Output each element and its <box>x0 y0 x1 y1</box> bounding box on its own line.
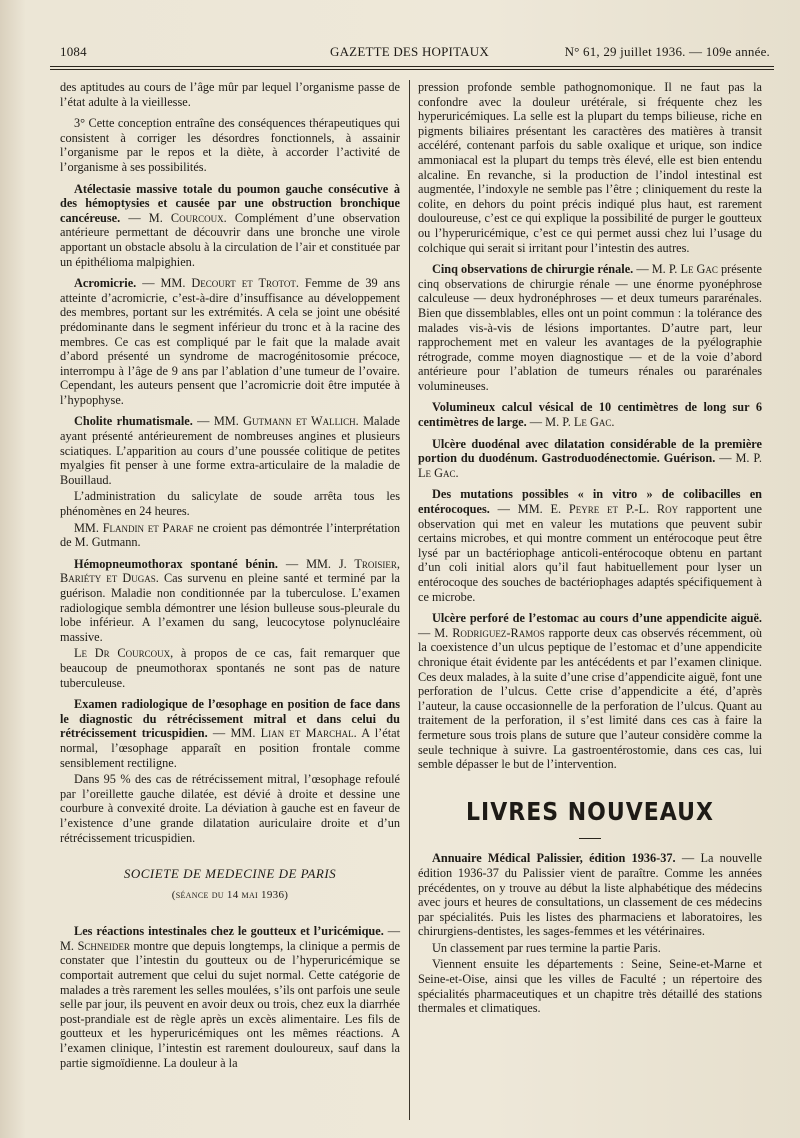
article-cholite: Cholite rhumatismale. — MM. Gutmann et Wallich. Malade ayant présenté antérieurement de nombreuses angines et plusieurs sciatiques. L’apparition au cours d’une poussée colitique de petites myalgies fit penser à une forme extra-articulaire de la maladie de Bouillaud. <box>60 414 400 487</box>
article-text: à propos de ce cas, fait remarquer que beaucoup de pneumothorax spontanés ne sont pas de nature tuberculeuse. <box>60 646 400 690</box>
article-authors: MM. Gutmann et Wallich. <box>213 414 359 429</box>
article-title: Acromicrie. <box>74 276 137 291</box>
article-authors: Le Dr Courcoux, <box>74 646 174 661</box>
article-title: Cholite rhumatismale. <box>74 414 193 429</box>
article-authors: M. Rodriguez-Ramos <box>434 625 545 640</box>
right-column <box>418 80 762 1023</box>
article-ulcere-duodenal: Ulcère duodénal avec dilatation considérable de la première portion du duodénum. Gastroduodénectomie. Guérison. — M. P. Le Gac. <box>418 436 762 480</box>
paragraph: 3° Cette conception entraîne des conséquences thérapeutiques qui consistent à corriger les désordres fonctionnels, à assainir l’organisme par le repos et la diète, à accorder l’activité de l’organisme à ses possibilités. <box>60 116 400 174</box>
article-text: Malade ayant présenté antérieurement de nombreuses angines et plusieurs sciatiques. L’apparition au cours d’une poussée colitique de petites myalgies fit penser à une forme extra-articulaire de la maladie de Bouillaud. <box>60 414 400 487</box>
article-authors: MM. J. Troisier, Bariéty et Dugas. <box>60 556 400 586</box>
paragraph: L’administration du salicylate de soude arrêta tous les phénomènes en 24 heures. <box>60 489 400 519</box>
article-authors: M. P. Le Gac. <box>418 451 762 480</box>
article-text: rapportent une observation qui met en valeur les mutations que peuvent subir certains microbes, et qui montre comment un entérocoque peut être lysé par un bactériophage anticoli-entérocoque obtenu en partant d’un coli initial alors qu’il faut habituellement pour lyser un entérocoque des souches de bactériophages adaptés spécifiquement à ce microbe. <box>418 502 762 604</box>
article-authors: M. P. Le Gac. <box>545 415 615 430</box>
article-atelectasie: Atélectasie massive totale du poumon gauche consécutive à des hémoptysies et causée par une obstruction bronchique cancéreuse. — M. Courcoux. Complément d’une observation antérieure permettant de découvrir dans une bronche une virole apportant un obstacle absolu à la circulation de l’air et constituée par un épithélioma malpighien. <box>60 181 400 269</box>
paragraph: Dans 95 % des cas de rétrécissement mitral, l’œsophage refoulé par l’oreillette gauche dilatée, est dévié à droite et dessine une courbure à convexité droite. La déviation à gauche est en faveur de l’existence d’une grande dilatation auriculaire droite et d’un rétrécissement tricuspidien. <box>60 772 400 845</box>
article-title: Des mutations possibles « in vitro » de colibacilles en entérocoques. <box>418 487 762 517</box>
journal-title: GAZETTE DES HOPITAUX <box>330 44 489 59</box>
society-heading: SOCIETE DE MEDECINE DE PARIS <box>123 866 337 882</box>
article-authors: M. Schneider <box>60 938 130 953</box>
article-authors: M. P. Le Gac <box>651 262 718 277</box>
article-hemopneumothorax: Hémopneumothorax spontané bénin. — MM. J. Troisier, Bariéty et Dugas. Cas survenu en pleine santé et terminé par la guérison. Maladie non conditionnée par la tuberculose. L’examen radiologique sembla démontrer une lésion bulleuse sous-pleurale du lobe inférieur. A l’examen du sang, leucocytose polynucléaire massive. <box>60 556 400 644</box>
issue-info: N° 61, 29 juillet 1936. — 109e année. <box>564 44 770 59</box>
paragraph <box>60 646 400 690</box>
article-title: Cinq observations de chirurgie rénale. <box>432 262 634 277</box>
paragraph: pression profonde semble pathognomonique. Il ne faut pas la confondre avec la douleur urétérale, si fréquente chez les hyperuricémiques. La selle est la plupart du temps bilieuse, riche en pigments biliaires présentant les caractères des matières à transit accéléré, contenant parfois du sable oxalique et urique, son indice ammoniacal est la plupart du temps très élevé, elle est bien entendu alcaline. En revanche, si la production de l’indol intestinal est augmentée, l’indoxyle ne semble pas l’être ; cliniquement du reste la colite, en dehors du point précis indiqué plus haut, est rarement douloureuse, c’est ce qui explique la possibilité de purger le goutteux ou l’hyperuricémique, c’est ce qui permet aussi chez lui l’usage du colchique qui serait si irritant pour l’intestin des autres. <box>418 80 762 255</box>
heading-rule <box>579 838 601 839</box>
article-title: Examen radiologique de l’œsophage en position de face dans le diagnostic du rétrécissement mitral et dans celui du rétrécissement tricuspidien. <box>60 697 400 741</box>
book-title: Annuaire Médical Palissier, édition 1936-37. <box>432 851 676 866</box>
article-title: Ulcère perforé de l’estomac au cours d’une appendicite aiguë. <box>432 611 762 626</box>
session-date: (séance du 14 mai 1936) <box>171 888 289 901</box>
article-ulcere-perfore: Ulcère perforé de l’estomac au cours d’une appendicite aiguë. — M. Rodriguez-Ramos rapporte deux cas observés récemment, où la coexistence d’un ulcus peptique de l’estomac et d’une appendicite chronique était évidente par les antécédents et par l’examen clinique. Ces deux malades, à la suite d’une crise d’appendicite aiguë, font une perforation de l’ulcus. Cette crise d’appendicite a été, d’après l’auteur, la cause occasionnelle de la perforation de l’ulcus. Quant au traitement de la perforation, il s’est limité dans ces cas à faire la fermeture sous trois plans de suture que l’auteur considère comme la seule technique à suivre. La gastroentérostomie, dans ces cas, lui semble dépasser le but de l’intervention. <box>418 611 763 772</box>
article-text: Femme de 39 ans atteinte d’acromicrie, c’est-à-dire d’insuffisance au développement des membres, portant sur les extrémités. A cela se joint une obésité prédominante dans le segment inférieur du tronc et à la racine des membres. Ce cas est compliqué par le fait que la malade avait d’abord présenté un syndrome de macrogénitosomie précoce, interrompu à l’âge de 9 ans par l’ablation d’une tumeur de l’ovaire. Cependant, les auteurs pensent que l’acromicrie doit être imputée à l’hypophyse. <box>60 276 400 407</box>
article-acromicrie: Acromicrie. — MM. Decourt et Trotot. Femme de 39 ans atteinte d’acromicrie, c’est-à-dire d’insuffisance au développement des membres, portant sur les extrémités. A cela se joint une obésité prédominante dans le segment inférieur du tronc et à la racine des membres. Ce cas est compliqué par le fait que la malade avait d’abord présenté un syndrome de macrogénitosomie précoce, interrompu à l’âge de 9 ans par l’ablation d’une tumeur de l’ovaire. Cependant, les auteurs pensent que l’acromicrie doit être imputée à l’hypophyse. <box>60 276 400 407</box>
article-text: présente cinq observations de chirurgie rénale — une énorme pyonéphrose calculeuse — deux hydronéphroses — et deux tumeurs pararénales. Bien que dissemblables, elles ont un point commun : la tolérance des malades vis-à-vis de lésions importantes. D’autre part, leur rapprochement met en valeur les avantages de la pyélographie rétrograde, comme moyen diagnostique — et de la voie d’abord antérieure pour l’ablation de tumeurs rénales ou pararénales volumineuses. <box>418 262 762 393</box>
article-text: montre que depuis longtemps, la clinique a permis de constater que l’intestin du goutteux ou de l’hyperuricémique se comportait autrement que celui du sujet normal. Cette catégorie de malades a très rarement les selles moulées, s’ils ont parfois une seule selle par jour, ils peuvent en avoir deux ou trois, chez eux la diarrhée post-prandiale est de règle après un excès alimentaire. Les fils de goutteux et les hyperuricémiques ont les mêmes réactions. A l’examen clinique, l’intestin est rarement douloureux, sauf dans la partie sigmoïdienne. La douleur à la <box>60 938 400 1070</box>
paragraph <box>60 521 400 550</box>
books-section-heading: LIVRES NOUVEAUX <box>466 797 714 827</box>
article-title: Atélectasie massive totale du poumon gauche consécutive à des hémoptysies et causée par une obstruction bronchique cancéreuse. <box>60 181 400 225</box>
article-text: ne croient pas démontrée l’interprétation de M. Gutmann. <box>60 520 400 550</box>
article-authors: MM. E. Peyre et P.-L. Roy <box>517 502 679 517</box>
article-authors: MM. Flandin et Paraf <box>74 520 194 535</box>
article-authors: M. Courcoux. <box>148 210 227 225</box>
article-text: Complément d’une observation antérieure permettant de découvrir dans une bronche une virole apportant un obstacle absolu à la circulation de l’air et constituée par un épithélioma malpighien. <box>60 210 400 269</box>
article-title: Ulcère duodénal avec dilatation considérable de la première portion du duodénum. Gastroduodénectomie. Guérison. <box>418 436 762 466</box>
header-rule-top <box>50 66 774 67</box>
paragraph: Un classement par rues termine la partie Paris. <box>432 940 661 955</box>
article-calcul-vesical: Volumineux calcul vésical de 10 centimètres de long sur 6 centimètres de large. — M. P. Le Gac. <box>418 400 762 430</box>
left-column <box>60 80 400 1077</box>
paragraph: des aptitudes au cours de l’âge mûr par lequel l’organisme passe de l’état adulte à la vieillesse. <box>60 80 400 109</box>
column-divider <box>409 80 410 1120</box>
page-number: 1084 <box>60 44 87 59</box>
article-reactions-intestinales: Les réactions intestinales chez le goutteux et l’uricémique. — M. Schneider montre que depuis longtemps, la clinique a permis de constater que l’intestin du goutteux ou de l’hyperuricémique se comportait autrement que celui du sujet normal. Cette catégorie de malades a très rarement les selles moulées, s’ils ont parfois une seule selle par jour, ils peuvent en avoir deux ou trois, chez eux la diarrhée post-prandiale est de règle après un excès alimentaire. Les fils de goutteux et les hyperuricémiques ont les mêmes réactions. A l’examen clinique, l’intestin est rarement douloureux, sauf dans la partie sigmoïdienne. La douleur à la <box>60 924 401 1070</box>
article-text: Cas survenu en pleine santé et terminé par la guérison. Maladie non conditionnée par la tuberculose. L’examen radiologique sembla démontrer une lésion bulleuse sous-pleurale du lobe inférieur. A l’examen du sang, leucocytose polynucléaire massive. <box>60 571 400 644</box>
book-review-palissier <box>418 851 762 939</box>
article-authors: MM. Decourt et Trotot. <box>160 276 299 291</box>
paragraph: Viennent ensuite les départements : Seine, Seine-et-Marne et Seine-et-Oise, ainsi que les villes de Faculté ; un répertoire des spécialités pharmaceutiques et un chapitre très détaillé des stations thermales et climatiques. <box>418 957 762 1016</box>
page-header <box>60 40 770 62</box>
article-title: Hémopneumothorax spontané bénin. <box>74 556 278 571</box>
book-text: — La nouvelle édition 1936-37 du Palissier vient de paraître. Comme les années précédentes, on y trouve au début la liste alphabétique des médecins avec jours et heures de consultations, un classement de ces médecins par spécialités. Puis les listes des pharmaciens et laboratoires, les chirurgiens-dentistes, les sages-femmes et les vétérinaires. <box>418 851 763 939</box>
article-mutations: Des mutations possibles « in vitro » de colibacilles en entérocoques. — MM. E. Peyre et P.-L. Roy rapportent une observation qui met en valeur les mutations que peuvent subir certains microbes, et qui montre comment un entérocoque peut être lysé par un bactériophage anticoli-entérocoque obtenu en partant d’un coli initial alors qu’il faut habituellement pour lyser un entérocoque des souches de bactériophages adaptés spécifiquement à ce microbe. <box>418 487 762 604</box>
article-authors: MM. Lian et Marchal. <box>230 726 357 741</box>
article-title: Volumineux calcul vésical de 10 centimètres de long sur 6 centimètres de large. <box>418 400 762 430</box>
article-chirurgie-renale: Cinq observations de chirurgie rénale. — M. P. Le Gac présente cinq observations de chirurgie rénale — une énorme pyonéphrose calculeuse — deux hydronéphroses — et deux tumeurs pararénales. Bien que dissemblables, elles ont un point commun : la tolérance des malades vis-à-vis de lésions importantes. D’autre part, leur rapprochement met en valeur les avantages de la pyélographie rétrograde, comme moyen diagnostique — et de la voie d’abord antérieure pour l’ablation de tumeurs rénales ou pararénales volumineuses. <box>418 262 762 393</box>
article-oesophage: Examen radiologique de l’œsophage en position de face dans le diagnostic du rétrécissement mitral et dans celui du rétrécissement tricuspidien. — MM. Lian et Marchal. A l’état normal, l’œsophage apparaît en position frontale comme sensiblement rectiligne. <box>60 697 400 770</box>
article-text: rapporte deux cas observés récemment, où la coexistence d’un ulcus peptique de l’estomac et d’une appendicite chronique était évidente par les antécédents et par l’examen clinique. Ces deux malades, à la suite d’une crise d’appendicite aiguë, font une perforation de l’ulcus. Cette crise d’appendicite a été, d’après l’auteur, la cause occasionnelle de la perforation de l’ulcus. Quant au traitement de la perforation, il s’est limité dans ces cas à faire la fermeture sous trois plans de suture que l’auteur considère comme la seule technique à suivre. La gastroentérostomie, dans ces cas, lui semble dépasser le but de l’intervention. <box>418 625 763 772</box>
books-section-heading-wrap <box>418 797 762 827</box>
article-title: Les réactions intestinales chez le goutteux et l’uricémique. <box>74 924 384 939</box>
article-text: A l’état normal, l’œsophage apparaît en position frontale comme sensiblement rectiligne. <box>60 726 400 770</box>
header-rule-bottom <box>50 69 774 70</box>
